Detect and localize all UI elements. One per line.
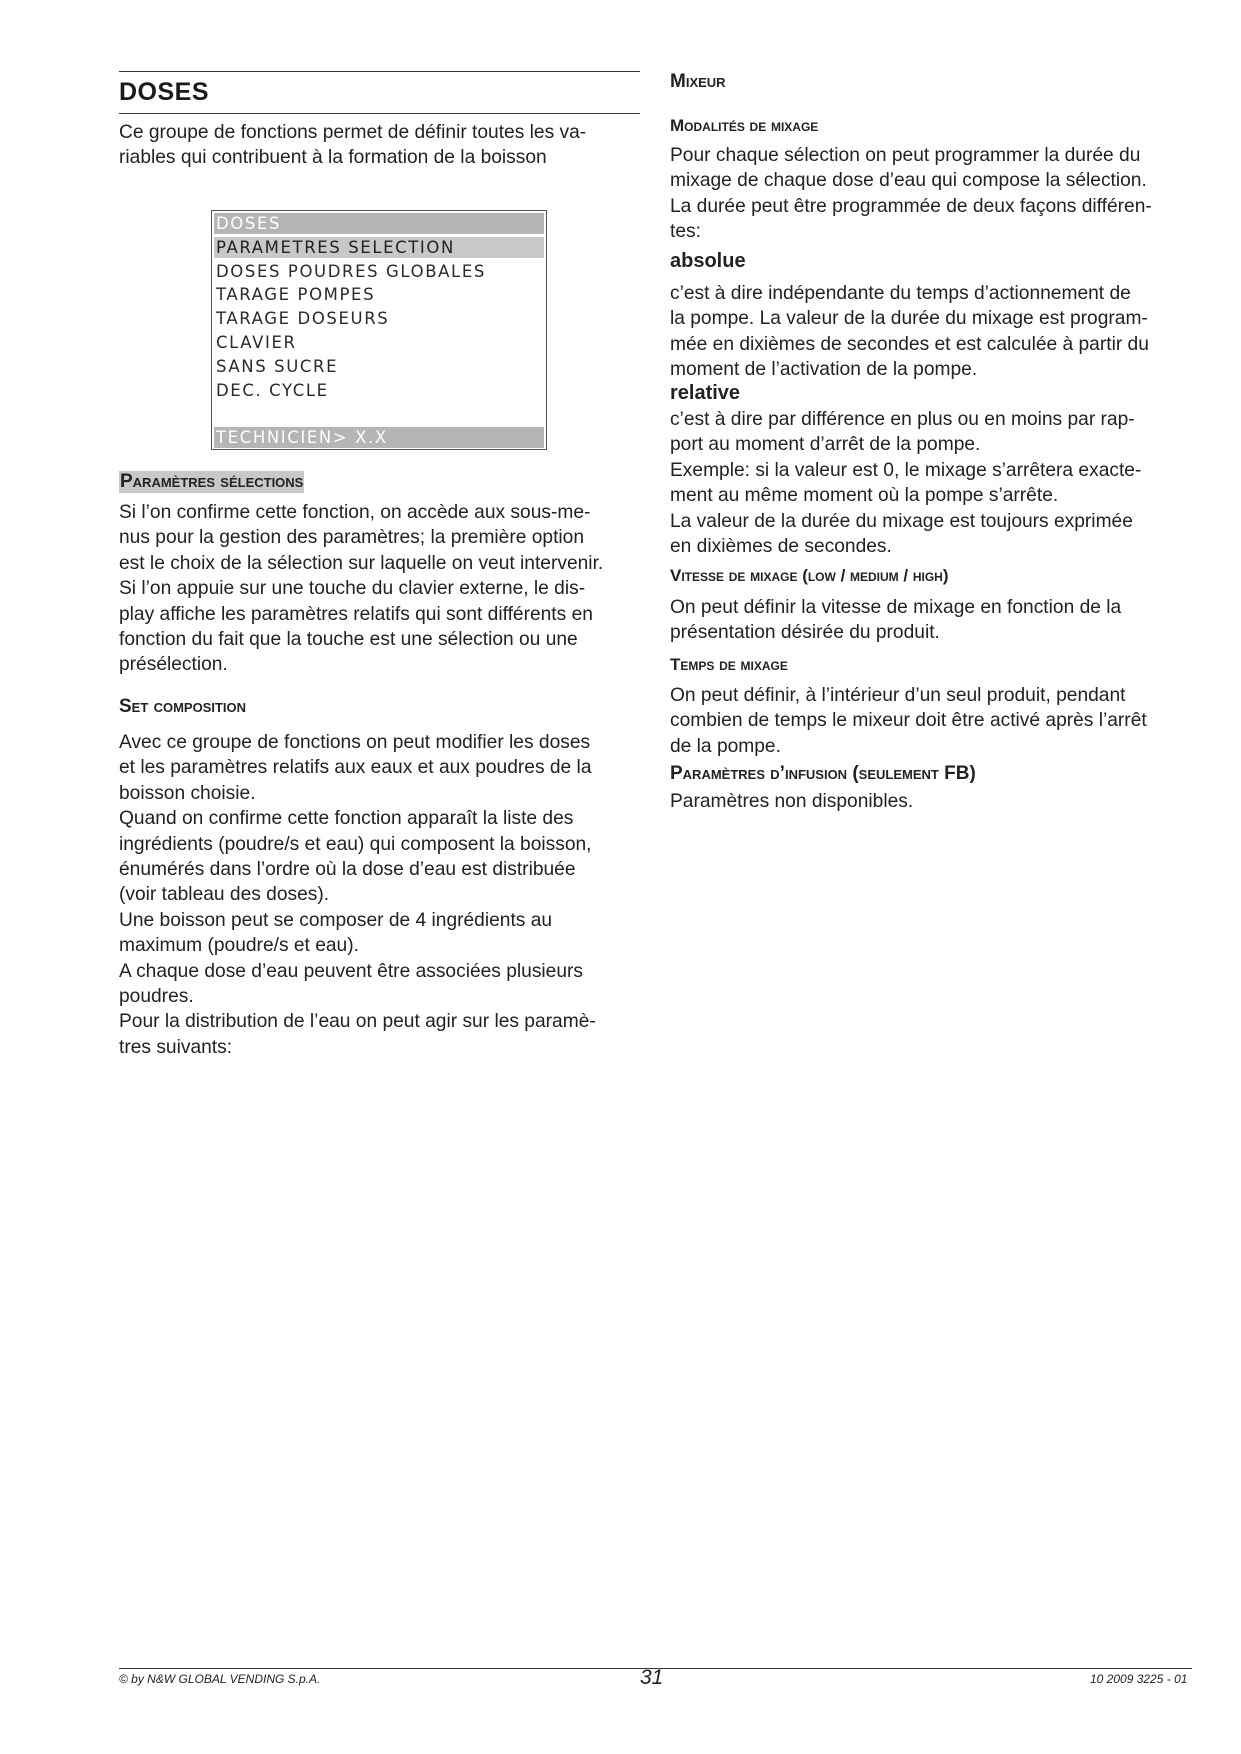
menu-item[interactable]: DEC. CYCLE xyxy=(216,381,329,400)
footer-doc-ref: 10 2009 3225 - 01 xyxy=(1090,1672,1188,1686)
menu-item[interactable]: DOSES POUDRES GLOBALES xyxy=(216,262,486,281)
menu-item[interactable]: TARAGE DOSEURS xyxy=(216,309,390,328)
relative-text: c’est à dire par différence en plus ou en moins par rap- port au moment d’arrêt de la pompe. Exemple: si la valeur est 0, le mixage s’arrêtera exacte- ment au même moment où la pompe s’arrête. La valeur de la durée du mixage est toujours exprimée en dixièmes de secondes. xyxy=(670,409,1142,558)
title-top-rule xyxy=(119,71,640,72)
menu-title: DOSES xyxy=(214,213,544,234)
relative-label: relative xyxy=(670,382,741,404)
modalites-heading: Modalités de mixage xyxy=(670,116,819,135)
intro-paragraph: Ce groupe de fonctions permet de définir toutes les va- riables qui contribuent à la formation de la boisson xyxy=(119,122,587,169)
modalites-text: Pour chaque sélection on peut programmer la durée du mixage de chaque dose d’eau qui compose la sélection. La durée peut être programmée de deux façons différen- tes: xyxy=(670,145,1152,243)
absolue-text: c’est à dire indépendante du temps d’actionnement de la pompe. La valeur de la durée du mixage est program- mée en dixièmes de secondes et est calculée à partir du moment de l’activation de la pompe. xyxy=(670,283,1149,381)
display-menu xyxy=(211,210,547,450)
menu-item-selected[interactable]: PARAMETRES SELECTION xyxy=(214,237,544,258)
mixeur-heading: Mixeur xyxy=(670,71,726,92)
menu-item[interactable]: TARAGE POMPES xyxy=(216,285,376,304)
vitesse-heading: Vitesse de mixage (low / medium / high) xyxy=(670,566,949,585)
footer-copyright: © by N&W GLOBAL VENDING S.p.A. xyxy=(119,1672,321,1686)
menu-item[interactable]: CLAVIER xyxy=(216,333,297,352)
section-title: DOSES xyxy=(119,78,210,106)
page-number: 31 xyxy=(640,1666,664,1689)
menu-item[interactable]: SANS SUCRE xyxy=(216,357,339,376)
absolue-label: absolue xyxy=(670,250,746,272)
infusion-text: Paramètres non disponibles. xyxy=(670,791,914,812)
temps-heading: Temps de mixage xyxy=(670,655,788,674)
set-composition-text: Avec ce groupe de fonctions on peut modifier les doses et les paramètres relatifs aux eaux et aux poudres de la boisson choisie. Quand on confirme cette fonction apparaît la liste des ingrédients (poudre/s et eau) qui composent la boisson, énumérés dans l’ordre où la dose d’eau est distribuée (voir tableau des doses). Une boisson peut se composer de 4 ingrédients au maximum (poudre/s et eau). A chaque dose d’eau peuvent être associées plusieurs poudres. Pour la distribution de l’eau on peut agir sur les paramè- tres suivants: xyxy=(119,732,596,1058)
param-selections-text: Si l’on confirme cette fonction, on accède aux sous-me- nus pour la gestion des paramètres; la première option est le choix de la sélection sur laquelle on veut intervenir. Si l’on appuie sur une touche du clavier externe, le dis- play affiche les paramètres relatifs qui sont différents en fonction du fait que la touche est une sélection ou une présélection. xyxy=(119,502,604,676)
param-selections-heading: Paramètres sélections xyxy=(120,471,304,492)
vitesse-text: On peut définir la vitesse de mixage en fonction de la présentation désirée du produit. xyxy=(670,597,1122,644)
infusion-heading: Paramètres d’infusion (seulement FB) xyxy=(670,763,976,784)
temps-text: On peut définir, à l’intérieur d’un seul produit, pendant combien de temps le mixeur doit être activé après l’arrêt de la pompe. xyxy=(670,685,1147,757)
title-bottom-rule xyxy=(119,113,640,114)
menu-footer: TECHNICIEN> X.X xyxy=(214,427,544,448)
set-composition-heading: Set composition xyxy=(119,696,247,717)
